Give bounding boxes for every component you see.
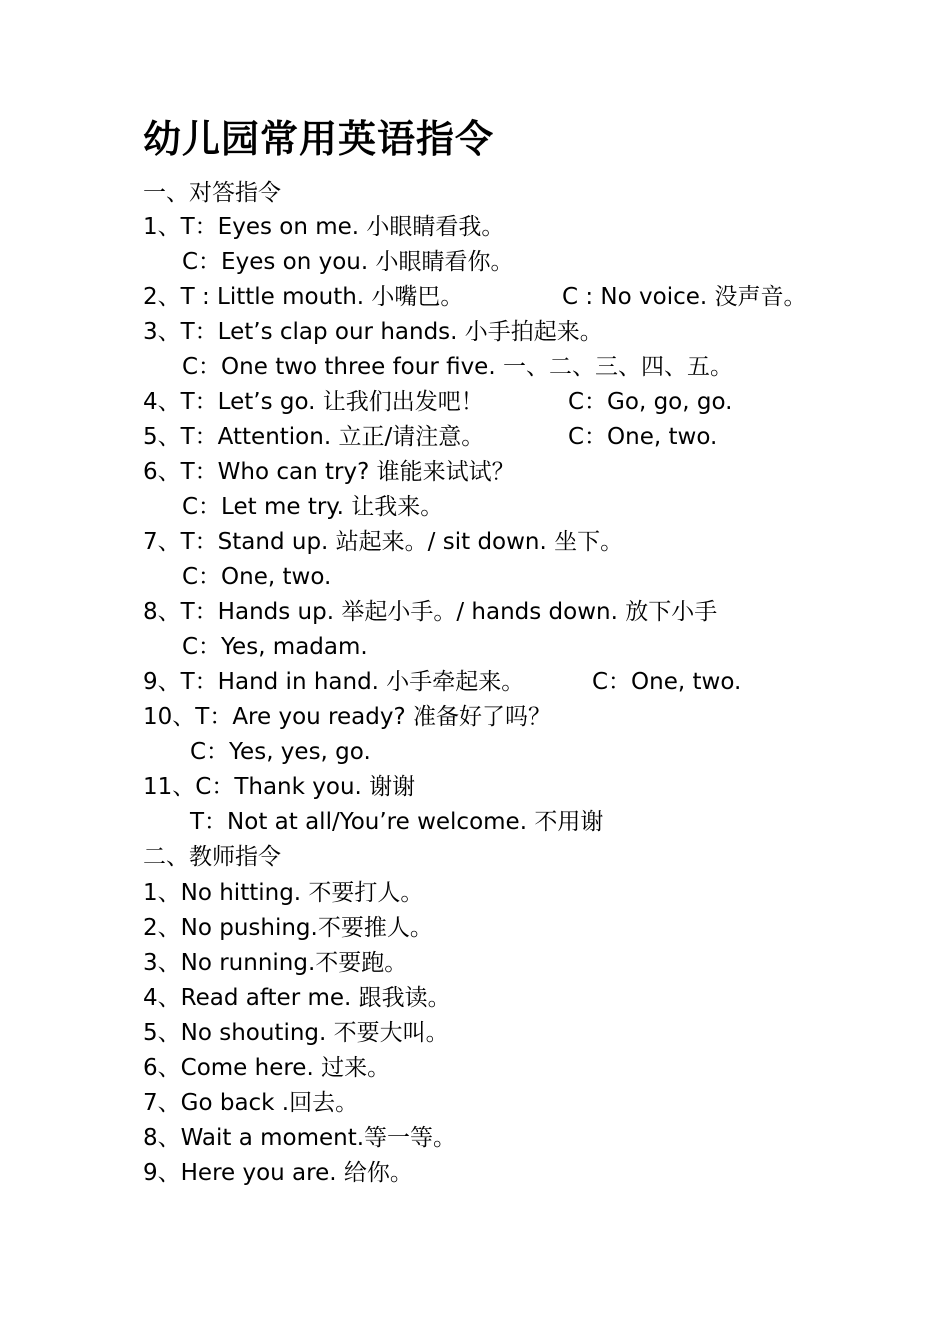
instruction-text: 5、No shouting. 不要大叫。: [143, 1020, 449, 1046]
section-heading: [0, 176, 950, 211]
dialogue-line: [0, 665, 950, 700]
teacher-line: 4、T：Let’s go. 让我们出发吧！: [143, 389, 484, 415]
child-response: C：One, two.: [182, 564, 332, 590]
teacher-line: 7、T：Stand up. 站起来。/ sit down. 坐下。: [143, 529, 624, 555]
list-item: [0, 1086, 950, 1121]
teacher-line: 2、T : Little mouth. 小嘴巴。: [143, 284, 464, 310]
dialogue-line: [0, 315, 950, 350]
dialogue-line: [0, 630, 950, 665]
list-item: [0, 1156, 950, 1191]
teacher-line: 6、T：Who can try? 谁能来试试？: [143, 459, 515, 485]
instruction-text: 4、Read after me. 跟我读。: [143, 985, 451, 1011]
child-response: C：Yes, yes, go.: [190, 739, 371, 765]
instruction-text: 8、Wait a moment.等一等。: [143, 1125, 457, 1151]
instruction-text: 7、Go back .回去。: [143, 1090, 359, 1116]
teacher-line: 3、T：Let’s clap our hands. 小手拍起来。: [143, 319, 603, 345]
dialogue-line: [0, 525, 950, 560]
dialogue-line: [0, 350, 950, 385]
list-item: [0, 1051, 950, 1086]
child-response: C：One, two.: [592, 669, 742, 695]
child-response: C：Yes, madam.: [182, 634, 368, 660]
section-heading: [0, 840, 950, 875]
teacher-line: 8、T：Hands up. 举起小手。/ hands down. 放下小手: [143, 599, 718, 625]
list-item: [0, 1121, 950, 1156]
list-item: [0, 876, 950, 911]
teacher-line: 9、T：Hand in hand. 小手牵起来。: [143, 669, 525, 695]
section-heading-text: 二、教师指令: [143, 844, 281, 870]
child-response: C：One two three four five. 一、二、三、四、五。: [182, 354, 733, 380]
dialogue-line: [0, 770, 950, 805]
teacher-line: 1、T：Eyes on me. 小眼睛看我。: [143, 214, 505, 240]
page-title: 幼儿园常用英语指令: [143, 117, 495, 161]
child-line: 11、C：Thank you. 谢谢: [143, 774, 416, 800]
list-item: [0, 946, 950, 981]
dialogue-line: [0, 490, 950, 525]
instruction-text: 3、No running.不要跑。: [143, 950, 408, 976]
dialogue-line: [0, 210, 950, 245]
child-response: C : No voice. 没声音。: [562, 284, 807, 310]
dialogue-line: [0, 455, 950, 490]
list-item: [0, 981, 950, 1016]
child-response: C：One, two.: [568, 424, 718, 450]
instruction-text: 2、No pushing.不要推人。: [143, 915, 433, 941]
dialogue-line: [0, 385, 950, 420]
dialogue-line: [0, 420, 950, 455]
dialogue-line: [0, 735, 950, 770]
child-response: C：Let me try. 让我来。: [182, 494, 444, 520]
instruction-text: 9、Here you are. 给你。: [143, 1160, 413, 1186]
instruction-text: 1、No hitting. 不要打人。: [143, 880, 424, 906]
dialogue-line: [0, 595, 950, 630]
dialogue-line: [0, 280, 950, 315]
teacher-line: 10、T：Are you ready? 准备好了吗？: [143, 704, 551, 730]
teacher-line: 5、T：Attention. 立正/请注意。: [143, 424, 485, 450]
child-response: C：Eyes on you. 小眼睛看你。: [182, 249, 514, 275]
dialogue-line: [0, 245, 950, 280]
instruction-text: 6、Come here. 过来。: [143, 1055, 391, 1081]
dialogue-line: [0, 700, 950, 735]
dialogue-line: [0, 560, 950, 595]
dialogue-line: [0, 805, 950, 840]
child-response: C：Go, go, go.: [568, 389, 733, 415]
list-item: [0, 911, 950, 946]
list-item: [0, 1016, 950, 1051]
teacher-response: T：Not at all/You’re welcome. 不用谢: [190, 809, 604, 835]
section-heading-text: 一、对答指令: [143, 180, 281, 206]
